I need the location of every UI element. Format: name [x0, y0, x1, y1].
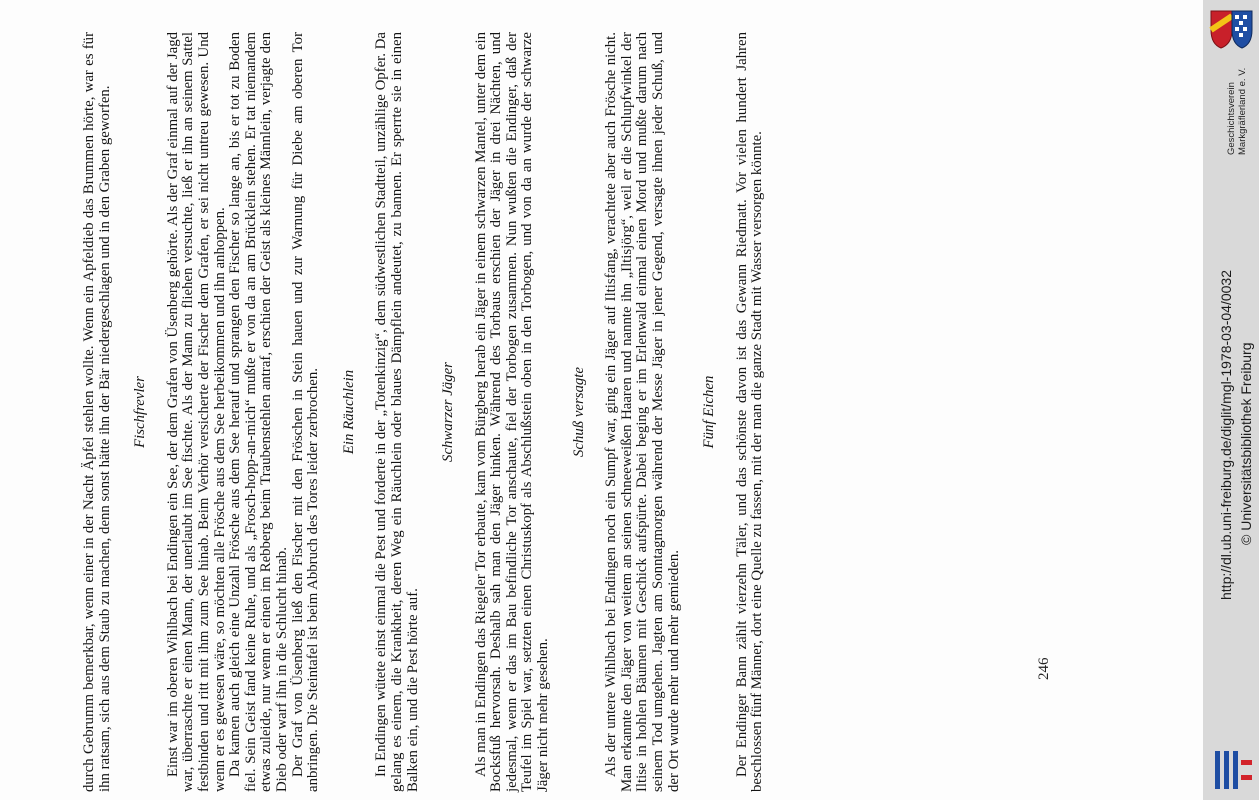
coat-of-arms-icon — [1208, 8, 1254, 50]
society-name-line2: Markgräflerland e. V. — [1237, 67, 1248, 155]
section-title-schuss-versagte: Schuß versagte — [570, 367, 587, 457]
copyright-label: © Universitätsbibliothek Freiburg — [1238, 342, 1254, 545]
society-name-line1: Geschichtsverein — [1226, 82, 1237, 155]
paragraph: In Endingen wütete einst einmal die Pest und forderte in der „Totenkinzig“, dem südwestlichen Stadtteil, unzählige Opfer. Da gelang es einem, die Krankheit, deren Weg ein Räuchlein oder blaues Dämpflein andeutet, zu bannen. Er sperrte sie in einen Balken ein, und die Pest hörte auf. — [373, 32, 421, 792]
section-title-ein-raeuchlein: Ein Räuchlein — [340, 369, 357, 455]
paragraph: Einst war im oberen Wihlbach bei Endingen ein See, der dem Grafen von Üsenberg gehörte. Als der Graf einmal auf der Jagd war, überraschte er einen Mann, der unerlaubt im See fischte. Als der Mann zu fliehen versuchte, ließ er ihn an seinem Sattel festbinden und ritt mit ihm zum See hinab. Beim Verhör versicherte der Fischer dem Grafen, er sei nicht untreu gewesen. Und wenn er es gewesen wäre, so möchten alle Frösche aus dem See herbeikommen und ihn anhoppen. — [164, 32, 228, 792]
section-title-fuenf-eichen: Fünf Eichen — [701, 375, 718, 449]
society-label — [1226, 68, 1248, 155]
section-title-fischfrevler: Fischfrevler — [132, 376, 149, 448]
page-number: 246 — [1036, 657, 1052, 680]
document-url-link[interactable]: http://dl.ub.uni-freiburg.de/diglit/mgl-1978-03-04/0032 — [1218, 270, 1234, 600]
paragraph: Der Graf von Üsenberg ließ den Fischer mit den Fröschen in Stein hauen und zur Warnung für Diebe am oberen Tor anbringen. Die Steintafel ist beim Abbruch des Tores leider zerbrochen. — [289, 32, 322, 792]
ub-freiburg-logo-icon[interactable] — [1212, 748, 1254, 792]
paragraph: durch Gebrumm bemerkbar, wenn einer in der Nacht Äpfel stehlen wollte. Wenn ein Apfeldieb das Brummen hörte, war es für ihn ratsam, sich aus dem Staub zu machen, denn sonst hätte ihn der Bär niedergeschlagen und in den Graben geworfen. — [81, 32, 113, 792]
section-title-schwarzer-jaeger: Schwarzer Jäger — [440, 362, 457, 462]
paragraph: Als man in Endingen das Riegeler Tor erbaute, kam vom Bürgberg herab ein Jäger in einem schwarzen Mantel, unter dem ein Bocksfuß hervorsah. Deshalb sah man den Jäger hinken. Während des Torbaus erschien der Jäger in drei Nächten, und jedesmal, wenn er das im Bau befindliche Tor anschaute, fiel der Torbogen zusammen. Nun wußten die Endinger, daß der Teufel im Spiel war, setzten einen Christuskopf als Abschlußstein oben in den Torbogen, und von da an wurde der schwarze Jäger nicht mehr gesehen. — [472, 32, 552, 792]
paragraph: Da kamen auch gleich eine Unzahl Frösche aus dem See herauf und sprangen den Fischer so lange an, bis er tot zu Boden fiel. Sein Geist fand keine Ruhe, und als „Frosch-hopp-an-mich“ mußte er von da an am Brücklein stehen. Er tat niemandem etwas zuleide, nur wenn er einen im Rebberg beim Traubenstehlen antraf, erschien der Geist als kleines Männlein, verjagte den Dieb oder warf ihn in die Schlucht hinab. — [227, 32, 290, 792]
page-text — [82, 32, 1082, 792]
paragraph: Als der untere Wihlbach bei Endingen noch ein Sumpf war, ging ein Jäger auf Iltisfang, verachtete aber auch Frösche nicht. Man erkannte den Jäger von weitem an seinen schneeweißen Haaren und nannte ihn „Iltisjörg“, weil er die Schlupfwinkel der Iltise in hohlen Bäumen mit Geschick aufspürte. Dabei beging er im Erlenwald einmal einen Mord und mußte darum nach seinem Tod umgehen. Jagten am Sonntagmorgen während der Messe Jäger in jener Gegend, versagte ihnen jeder Schuß, und der Ort wurde mehr und mehr gemieden. — [603, 32, 682, 792]
paragraph: Der Endinger Bann zählt vierzehn Täler, und das schönste davon ist das Gewann Riedmatt. Vor vielen hundert Jahren beschlossen fünf Männer, dort eine Quelle zu fassen, mit der man die ganze Stadt mit Wasser versorgen könnte. — [733, 32, 766, 792]
